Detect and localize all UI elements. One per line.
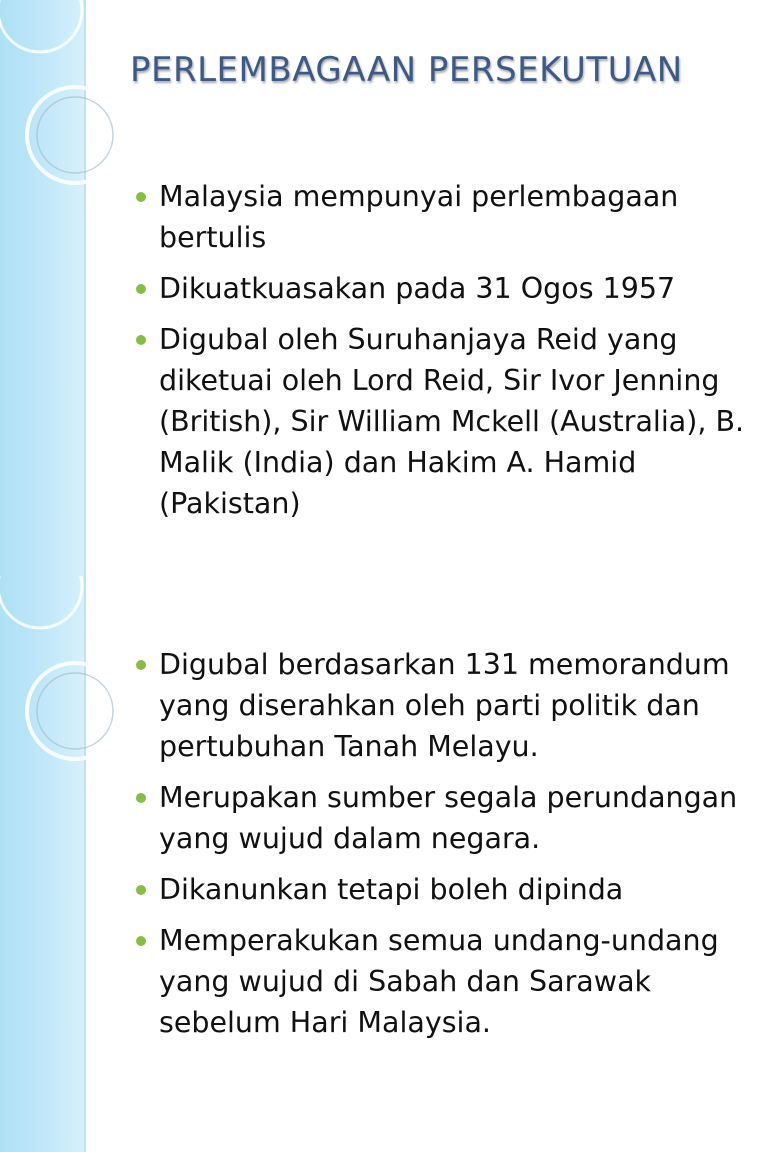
bullet-list	[130, 644, 750, 1053]
bullet-text: Dikanunkan tetapi boleh dipinda	[159, 873, 624, 906]
bullet-text: Memperakukan semua undang-undang yang wujud di Sabah dan Sarawak sebelum Hari Malaysia.	[159, 924, 719, 1039]
bullet-text: Merupakan sumber segala perundangan yang wujud dalam negara.	[159, 781, 738, 855]
bullet-icon	[136, 660, 146, 670]
bullet-icon	[136, 936, 146, 946]
bullet-list	[130, 176, 750, 534]
bullet-text: Malaysia mempunyai perlembagaan bertulis	[159, 180, 679, 254]
bullet-text: Digubal berdasarkan 131 memorandum yang diserahkan oleh parti politik dan pertubuhan Tanah Melayu.	[159, 648, 730, 763]
bullet-icon	[136, 284, 146, 294]
bullet-icon	[136, 793, 146, 803]
list-item	[130, 869, 750, 910]
slide-2	[0, 576, 768, 1152]
ring-decoration-icon	[0, 576, 150, 776]
ring-decoration-icon	[0, 0, 150, 200]
list-item	[130, 920, 750, 1043]
list-item	[130, 319, 750, 524]
list-item	[130, 268, 750, 309]
bullet-text: Dikuatkuasakan pada 31 Ogos 1957	[159, 272, 676, 305]
list-item	[130, 176, 750, 258]
bullet-icon	[136, 192, 146, 202]
slide-title: PERLEMBAGAAN PERSEKUTUAN	[130, 50, 683, 90]
list-item	[130, 777, 750, 859]
bullet-icon	[136, 885, 146, 895]
bullet-text: Digubal oleh Suruhanjaya Reid yang diketuai oleh Lord Reid, Sir Ivor Jenning (British), Sir William Mckell (Australia), B. Malik (India) dan Hakim A. Hamid (Pakistan)	[159, 323, 745, 520]
bullet-icon	[136, 335, 146, 345]
list-item	[130, 644, 750, 767]
